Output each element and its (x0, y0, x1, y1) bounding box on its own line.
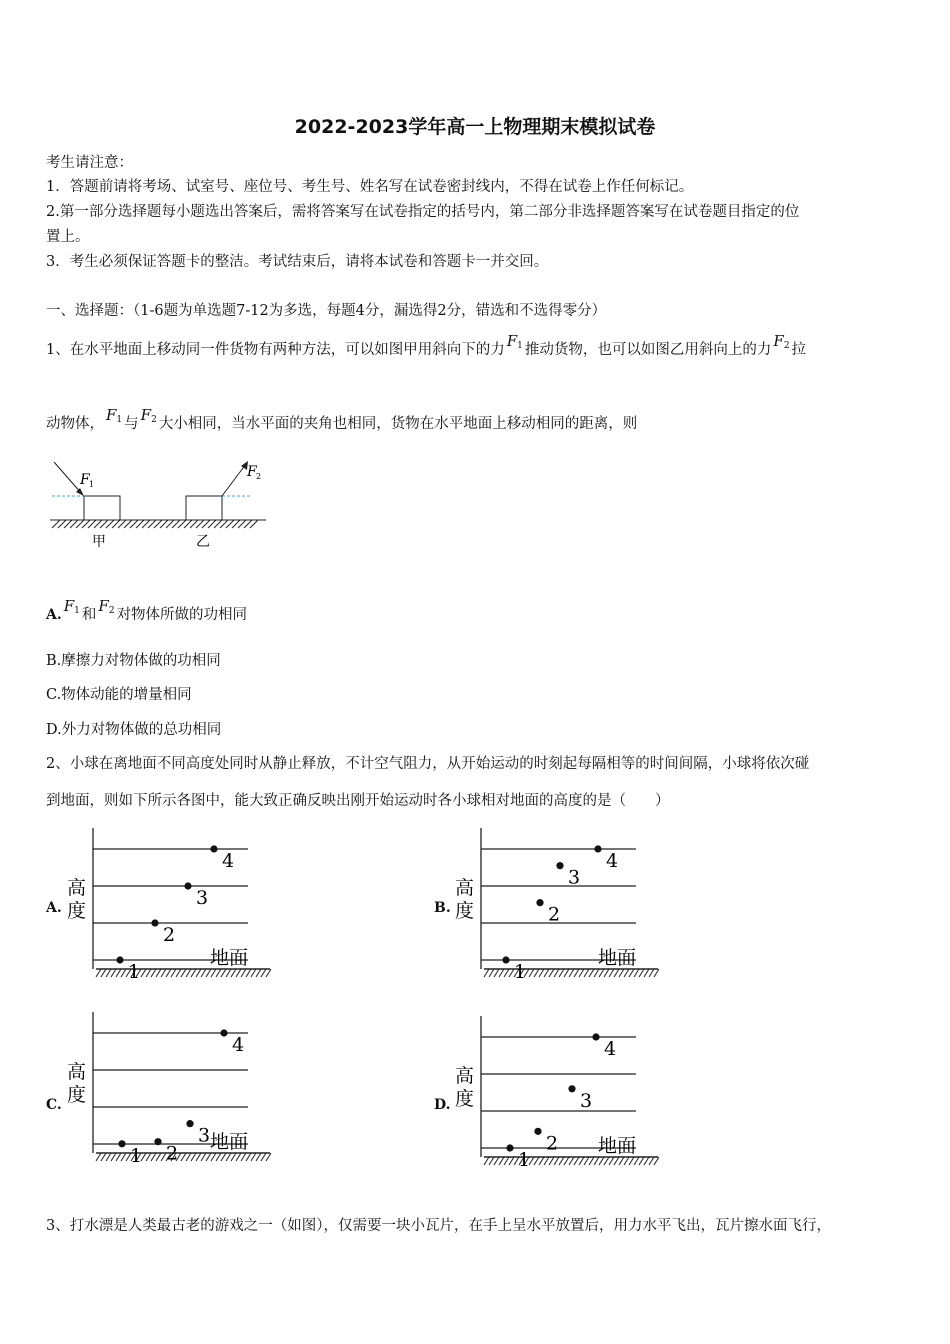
ground-hatch (589, 1157, 594, 1165)
ground-hatch (499, 969, 504, 977)
ground-hatch (251, 969, 256, 977)
ground-label: 地面 (598, 947, 637, 969)
ground-hatch (146, 969, 151, 977)
ground-hatch (534, 1157, 539, 1165)
axis-label-du: 度 (67, 900, 87, 922)
ground-hatch (176, 969, 181, 977)
ball-label-1: 1 (128, 961, 141, 983)
ground-hatch (52, 520, 258, 528)
ground-hatch (579, 1157, 584, 1165)
svg-text:F: F (247, 464, 257, 480)
ground-hatch (539, 969, 544, 977)
q1-figure (46, 452, 276, 557)
svg-text:甲: 甲 (92, 534, 106, 550)
ball-label-1: 1 (514, 961, 527, 983)
ground-hatch (151, 1153, 156, 1161)
ground-hatch (544, 969, 549, 977)
ball-4 (594, 845, 601, 852)
ball-4 (220, 1029, 227, 1036)
ground-hatch (206, 969, 211, 977)
axis-label-gao: 高 (67, 1061, 87, 1083)
ground-hatch (196, 969, 201, 977)
q1-text-a: 1、在水平地面上移动同一件货物有两种方法，可以如图甲用斜向下的力 (46, 342, 505, 358)
q2-option-a-label[interactable]: A. (46, 900, 62, 916)
ground-hatch (96, 1153, 101, 1161)
ground-hatch (629, 1157, 634, 1165)
ground-hatch (494, 1157, 499, 1165)
ball-1 (116, 956, 123, 963)
ground-hatch (489, 969, 494, 977)
ground-hatch (171, 969, 176, 977)
svg-text:乙: 乙 (196, 534, 210, 550)
ground-hatch (639, 969, 644, 977)
ball-label-1: 1 (130, 1144, 143, 1167)
ground-hatch (141, 969, 146, 977)
ground-hatch (614, 969, 619, 977)
ground-hatch (201, 969, 206, 977)
ground-hatch (549, 969, 554, 977)
ground-hatch (216, 969, 221, 977)
ball-label-4: 4 (606, 850, 619, 872)
ground-hatch (579, 969, 584, 977)
ground-hatch (574, 1157, 579, 1165)
q2-option-d-figure[interactable] (448, 1010, 668, 1175)
ball-label-3: 3 (580, 1089, 593, 1112)
ground-hatch (106, 969, 111, 977)
ground-hatch (101, 969, 106, 977)
ground-hatch (504, 1157, 509, 1165)
ground-hatch (589, 969, 594, 977)
ground-hatch (261, 1153, 266, 1161)
ground-hatch (146, 1153, 151, 1161)
ball-1 (118, 1140, 125, 1147)
ground-hatch (196, 1153, 201, 1161)
ground-hatch (584, 969, 589, 977)
page-title: 2022-2023学年高一上物理期末模拟试卷 (294, 116, 656, 138)
ball-label-2: 2 (166, 1142, 179, 1165)
axis-label-du: 度 (455, 900, 475, 922)
ground-hatch (649, 969, 654, 977)
ball-label-4: 4 (222, 850, 235, 872)
ground-hatch (206, 1153, 211, 1161)
q2-option-b-label[interactable]: B. (434, 900, 451, 916)
f2-symbol: $F_2$ (98, 597, 115, 616)
f2-symbol: $F_2$ (773, 332, 790, 351)
ground-hatch (639, 1157, 644, 1165)
svg-text:F: F (80, 472, 90, 488)
ground-hatch (624, 969, 629, 977)
ground-hatch (489, 1157, 494, 1165)
ground-hatch (116, 1153, 121, 1161)
ground-hatch (116, 969, 121, 977)
ground-hatch (619, 969, 624, 977)
ground-hatch (609, 1157, 614, 1165)
box-jia (84, 496, 120, 520)
ground-hatch (544, 1157, 549, 1165)
svg-text:1: 1 (89, 480, 95, 489)
ground-hatch (221, 1153, 226, 1161)
ground-hatch (624, 1157, 629, 1165)
ground-hatch (549, 1157, 554, 1165)
ground-hatch (554, 969, 559, 977)
ground-hatch (494, 969, 499, 977)
ball-label-2: 2 (546, 1132, 559, 1155)
ground-hatch (241, 1153, 246, 1161)
ground-hatch (654, 969, 659, 977)
f1-symbol: $F_1$ (63, 597, 80, 616)
ground-hatch (231, 1153, 236, 1161)
ground-hatch (594, 969, 599, 977)
ground-hatch (251, 1153, 256, 1161)
ground-hatch (644, 1157, 649, 1165)
box-yi (186, 496, 222, 520)
ground-label: 地面 (210, 947, 249, 969)
ball-3 (568, 1085, 575, 1092)
ground-hatch (156, 1153, 161, 1161)
ball-label-2: 2 (163, 924, 176, 946)
ground-hatch (191, 1153, 196, 1161)
ground-hatch (226, 969, 231, 977)
notice-item-1: 1．答题前请将考场、试室号、座位号、考生号、姓名写在试卷密封线内，不得在试卷上作任何标记。 (46, 179, 694, 195)
axis-label-du: 度 (67, 1084, 87, 1106)
ground-hatch (599, 1157, 604, 1165)
ball-2 (536, 899, 543, 906)
ground-hatch (484, 1157, 489, 1165)
ball-1 (506, 1144, 513, 1151)
ground-hatch (499, 1157, 504, 1165)
q1-option-c[interactable]: C.物体动能的增量相同 (46, 687, 192, 703)
ground-hatch (569, 1157, 574, 1165)
ground-hatch (236, 969, 241, 977)
ground-hatch (539, 1157, 544, 1165)
ball-label-3: 3 (198, 1124, 211, 1147)
ground-hatch (181, 969, 186, 977)
ground-hatch (241, 969, 246, 977)
f1-arrow (54, 462, 82, 494)
ball-label-4: 4 (604, 1038, 617, 1060)
ground-hatch (221, 969, 226, 977)
svg-text:2: 2 (256, 472, 262, 481)
f1-symbol: $F_1$ (106, 406, 123, 425)
ground-hatch (266, 969, 271, 977)
ground-hatch (111, 969, 116, 977)
ground-hatch (569, 969, 574, 977)
q2-option-a-figure[interactable] (60, 822, 280, 987)
q1-line2: 动物体， $F_1$ 与 $F_2$ 大小相同，当水平面的夹角也相同，货物在水平地面上移动相同的距离，则 (46, 406, 638, 432)
ground-hatch (211, 969, 216, 977)
ground-hatch (266, 1153, 271, 1161)
q1-text-c: 拉 (791, 342, 807, 358)
ball-3 (184, 882, 191, 889)
ground-hatch (161, 969, 166, 977)
ground-hatch (599, 969, 604, 977)
ground-hatch (559, 1157, 564, 1165)
ground-hatch (191, 969, 196, 977)
f2-arrow (222, 464, 246, 496)
ground-hatch (256, 969, 261, 977)
section-heading: 一、选择题：（1-6题为单选题7-12为多选，每题4分，漏选得2分，错选和不选得零分） (46, 303, 607, 319)
ground-hatch (529, 969, 534, 977)
ground-hatch (619, 1157, 624, 1165)
notice-heading: 考生请注意： (46, 155, 133, 171)
axis-label-gao: 高 (67, 877, 87, 899)
ground-label: 地面 (598, 1135, 637, 1157)
ground-hatch (644, 969, 649, 977)
ball-label-4: 4 (232, 1034, 245, 1056)
axis-label-du: 度 (455, 1088, 475, 1110)
ground-hatch (231, 969, 236, 977)
ball-4 (592, 1033, 599, 1040)
q1-option-d[interactable]: D.外力对物体做的总功相同 (46, 722, 222, 738)
ground-hatch (186, 969, 191, 977)
ground-hatch (649, 1157, 654, 1165)
ground-hatch (564, 1157, 569, 1165)
q1-option-b[interactable]: B.摩擦力对物体做的功相同 (46, 653, 221, 669)
ground-hatch (584, 1157, 589, 1165)
ground-hatch (261, 969, 266, 977)
ground-hatch (504, 969, 509, 977)
ground-hatch (559, 969, 564, 977)
q2-line2: 到地面，则如下所示各图中，能大致正确反映出刚开始运动时各小球相对地面的高度的是（ ） (46, 793, 670, 809)
ground-hatch (604, 1157, 609, 1165)
ground-hatch (106, 1153, 111, 1161)
ground-hatch (186, 1153, 191, 1161)
ground-hatch (554, 1157, 559, 1165)
ball-3 (556, 862, 563, 869)
ball-label-2: 2 (548, 903, 561, 926)
notice-item-2: 2.第一部分选择题每小题选出答案后，需将答案写在试卷指定的括号内，第二部分非选择题答案写在试卷题目指定的位 (46, 204, 800, 220)
q1-option-a[interactable]: A. $F_1$ 和 $F_2$ 对物体所做的功相同 (46, 597, 248, 623)
ball-label-1: 1 (518, 1149, 531, 1171)
ground-hatch (166, 969, 171, 977)
ground-hatch (236, 1153, 241, 1161)
ground-hatch (484, 969, 489, 977)
ground-hatch (156, 969, 161, 977)
ball-3 (186, 1120, 193, 1127)
ground-hatch (564, 969, 569, 977)
q2-option-c-figure[interactable] (60, 1006, 280, 1176)
axis-label-gao: 高 (455, 877, 475, 899)
ground-hatch (96, 969, 101, 977)
ground-hatch (246, 1153, 251, 1161)
ground-hatch (101, 1153, 106, 1161)
axis-label-gao: 高 (455, 1065, 475, 1087)
ground-hatch (614, 1157, 619, 1165)
ball-2 (154, 1138, 161, 1145)
ground-hatch (256, 1153, 261, 1161)
f1-symbol: $F_1$ (506, 332, 523, 351)
notice-item-2-cont: 置上。 (46, 229, 90, 245)
ball-label-3: 3 (568, 866, 581, 889)
ground-hatch (216, 1153, 221, 1161)
notice-item-3: 3．考生必须保证答题卡的整洁。考试结束后，请将本试卷和答题卡一并交回。 (46, 254, 549, 270)
q1-text-b: 推动货物，也可以如图乙用斜向上的力 (524, 342, 772, 358)
ground-hatch (609, 969, 614, 977)
ground-hatch (201, 1153, 206, 1161)
ground-hatch (594, 1157, 599, 1165)
ball-2 (534, 1128, 541, 1135)
q2-option-c-label[interactable]: C. (46, 1097, 62, 1113)
q2-option-b-figure[interactable] (448, 822, 668, 987)
ground-hatch (509, 1157, 514, 1165)
ground-hatch (629, 969, 634, 977)
ground-hatch (121, 1153, 126, 1161)
q1-line1 (46, 332, 807, 364)
ground-hatch (246, 969, 251, 977)
ground-hatch (634, 969, 639, 977)
ball-1 (502, 956, 509, 963)
ground-hatch (151, 969, 156, 977)
ball-label-3: 3 (196, 887, 209, 909)
q2-line1: 2、小球在离地面不同高度处同时从静止释放，不计空气阻力，从开始运动的时刻起每隔相等的时间间隔，小球将依次碰 (46, 756, 810, 772)
ground-hatch (121, 969, 126, 977)
ball-2 (151, 919, 158, 926)
q3-line1: 3、打水漂是人类最古老的游戏之一（如图），仅需要一块小瓦片，在手上呈水平放置后，用力水平飞出，瓦片擦水面飞行， (46, 1218, 831, 1234)
ground-hatch (111, 1153, 116, 1161)
ground-label: 地面 (210, 1131, 249, 1153)
ground-hatch (604, 969, 609, 977)
q2-option-d-label[interactable]: D. (434, 1097, 451, 1113)
ground-hatch (181, 1153, 186, 1161)
ground-hatch (574, 969, 579, 977)
ground-hatch (211, 1153, 216, 1161)
ground-hatch (634, 1157, 639, 1165)
f2-symbol: $F_2$ (140, 406, 157, 425)
ground-hatch (534, 969, 539, 977)
ground-hatch (226, 1153, 231, 1161)
ground-hatch (654, 1157, 659, 1165)
ball-4 (210, 845, 217, 852)
